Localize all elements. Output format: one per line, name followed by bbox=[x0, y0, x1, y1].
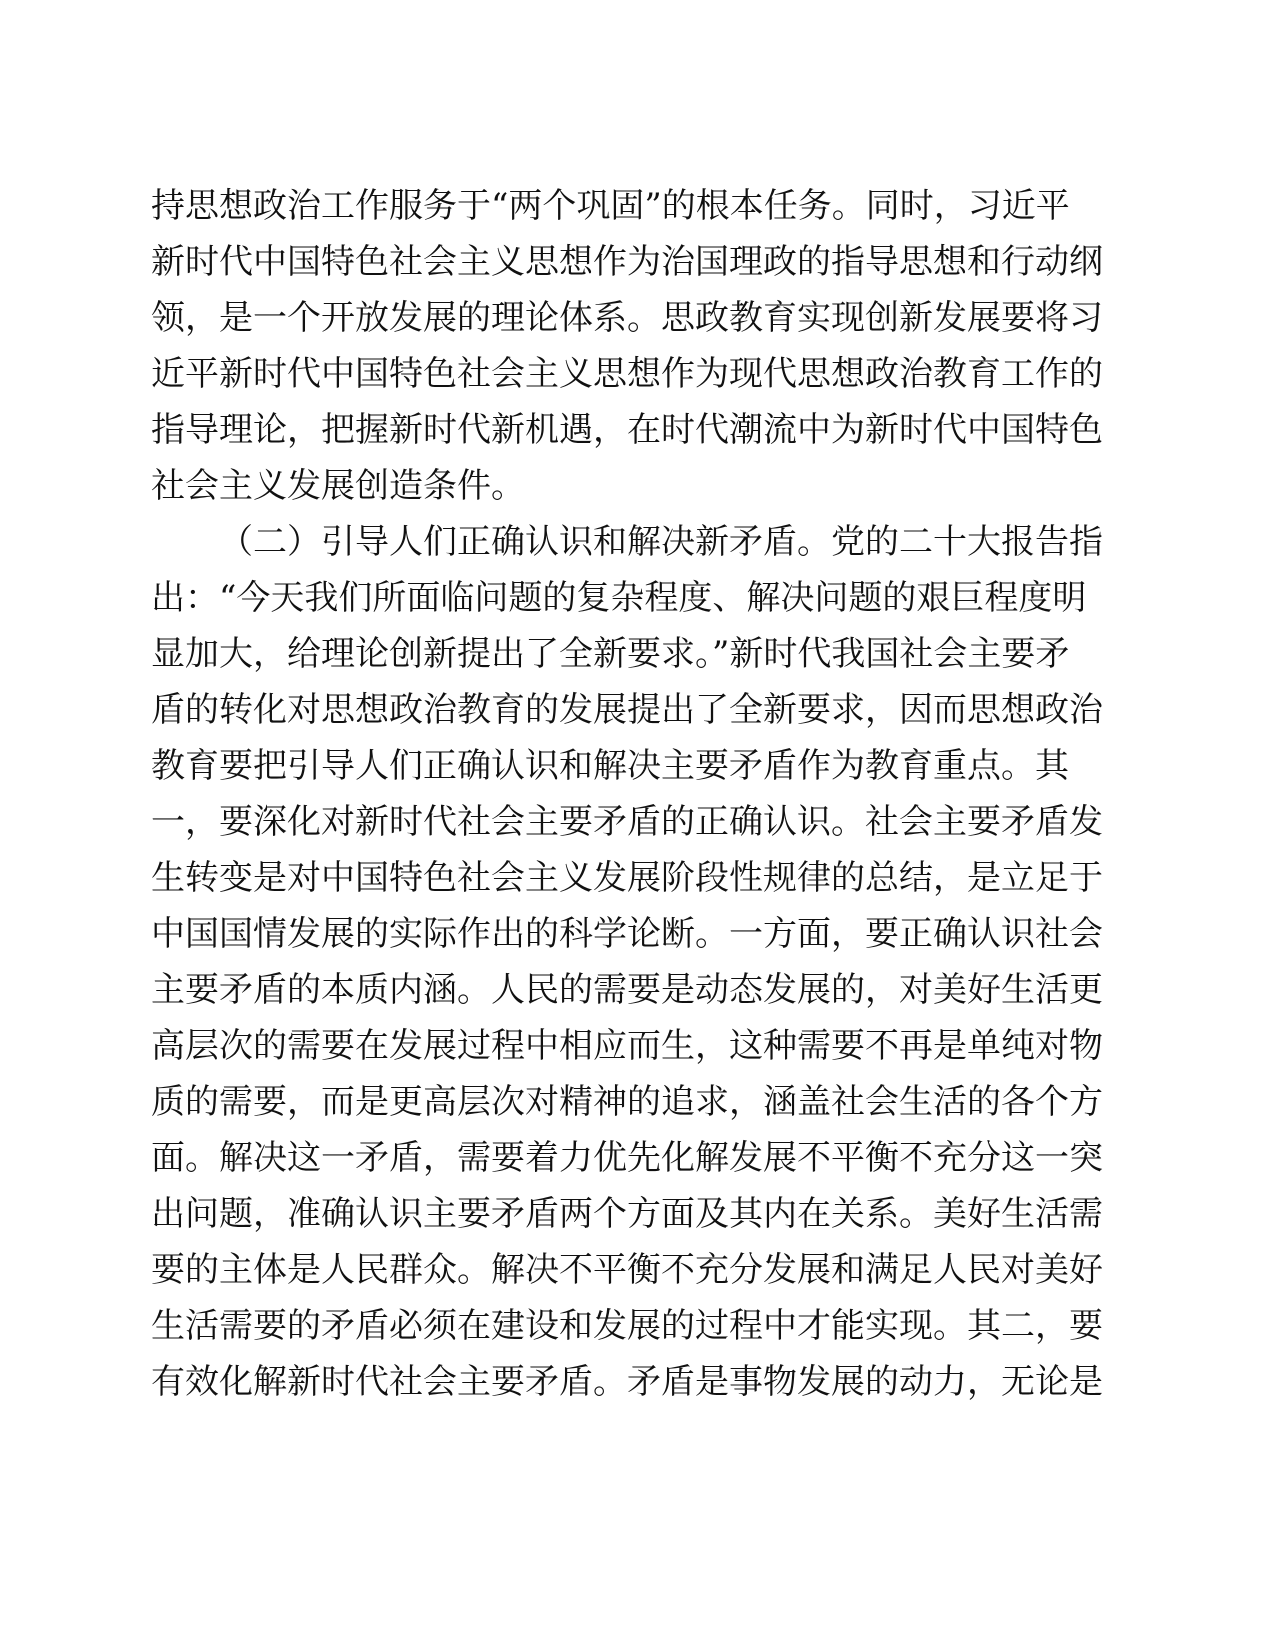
text-line: 盾的转化对思想政治教育的发展提出了全新要求，因而思想政治 bbox=[151, 690, 1103, 730]
body-text bbox=[151, 178, 1103, 1410]
text-line: 社会主义发展创造条件。 bbox=[151, 466, 525, 506]
text-line: 教育要把引导人们正确认识和解决主要矛盾作为教育重点。其 bbox=[151, 746, 1069, 786]
section-heading-line: （二）引导人们正确认识和解决新矛盾。党的二十大报告指 bbox=[219, 522, 1103, 562]
text-line: 出：“今天我们所面临问题的复杂程度、解决问题的艰巨程度明 bbox=[151, 578, 1087, 618]
text-line: 中国国情发展的实际作出的科学论断。一方面，要正确认识社会 bbox=[151, 914, 1103, 954]
text-line: 面。解决这一矛盾，需要着力优先化解发展不平衡不充分这一突 bbox=[151, 1138, 1103, 1178]
text-line: 高层次的需要在发展过程中相应而生，这种需要不再是单纯对物 bbox=[151, 1026, 1103, 1066]
text-line: 生转变是对中国特色社会主义发展阶段性规律的总结，是立足于 bbox=[151, 858, 1103, 898]
text-line: 领，是一个开放发展的理论体系。思政教育实现创新发展要将习 bbox=[151, 298, 1103, 338]
text-line: 近平新时代中国特色社会主义思想作为现代思想政治教育工作的 bbox=[151, 354, 1103, 394]
text-line: 新时代中国特色社会主义思想作为治国理政的指导思想和行动纲 bbox=[151, 242, 1103, 282]
text-line: 有效化解新时代社会主要矛盾。矛盾是事物发展的动力，无论是 bbox=[151, 1362, 1103, 1402]
text-line: 质的需要，而是更高层次对精神的追求，涵盖社会生活的各个方 bbox=[151, 1082, 1103, 1122]
text-line: 生活需要的矛盾必须在建设和发展的过程中才能实现。其二，要 bbox=[151, 1306, 1103, 1346]
text-line: 要的主体是人民群众。解决不平衡不充分发展和满足人民对美好 bbox=[151, 1250, 1103, 1290]
text-line: 显加大，给理论创新提出了全新要求。”新时代我国社会主要矛 bbox=[151, 634, 1070, 674]
text-line: 持思想政治工作服务于“两个巩固”的根本任务。同时，习近平 bbox=[151, 186, 1070, 226]
text-line: 出问题，准确认识主要矛盾两个方面及其内在关系。美好生活需 bbox=[151, 1194, 1103, 1234]
text-line: 指导理论，把握新时代新机遇，在时代潮流中为新时代中国特色 bbox=[151, 410, 1103, 450]
text-line: 一，要深化对新时代社会主要矛盾的正确认识。社会主要矛盾发 bbox=[151, 802, 1103, 842]
text-line: 主要矛盾的本质内涵。人民的需要是动态发展的，对美好生活更 bbox=[151, 970, 1103, 1010]
